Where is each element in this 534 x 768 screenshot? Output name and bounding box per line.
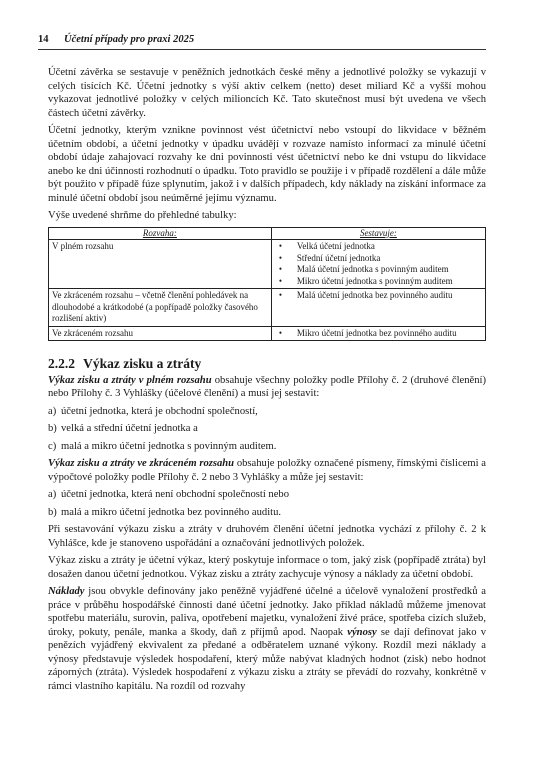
paragraph: Při sestavování výkazu zisku a ztráty v druhovém členění účetní jednotka vychází z přílohy č. 2 k Vyhlášce, kde je stanoveno uspořádání a označování jednotlivých položek. [48, 524, 486, 549]
bullet-list [275, 290, 482, 302]
table-row [49, 240, 486, 289]
list-item: • Velká účetní jednotka [297, 241, 482, 253]
table-row [49, 289, 486, 327]
table-cell: Ve zkráceném rozsahu – včetně členění pohledávek na dlouhodobé a krátkodobé (a popřípadě položky časového rozlišení aktiv) [49, 289, 272, 327]
list-item [48, 440, 486, 454]
list-item [48, 488, 486, 502]
table-cell: V plném rozsahu [49, 240, 272, 289]
list-item: • Malá účetní jednotka bez povinného auditu [297, 290, 482, 302]
section-number: 2.2.2 [48, 356, 75, 371]
list-item [48, 405, 486, 419]
paragraph [48, 457, 486, 484]
emphasis-term: výnosy [347, 626, 377, 638]
list-item: • Malá účetní jednotka s povinným auditem [297, 264, 482, 276]
list-marker: a) [48, 405, 57, 417]
running-header [38, 34, 486, 48]
paragraph: Výše uvedené shrňme do přehledné tabulky: [48, 210, 237, 221]
emphasis-term: Výkaz zisku a ztráty ve zkráceném rozsahu [48, 458, 235, 469]
list-item: • Střední účetní jednotka [297, 253, 482, 265]
list-text: velká a střední účetní jednotka a [61, 423, 198, 434]
paragraph [48, 585, 486, 693]
bullet-list [275, 241, 482, 287]
list-marker: c) [48, 440, 57, 452]
page-number: 14 [38, 34, 49, 45]
emphasis-term: Náklady [48, 586, 85, 597]
list-text: účetní jednotka, která je obchodní společností, [61, 405, 258, 417]
list-text: malá a mikro účetní jednotka bez povinného auditu. [61, 506, 282, 518]
paragraph [48, 374, 486, 401]
table-header-sestavuje: Sestavuje: [271, 227, 485, 240]
section-title: Výkaz zisku a ztráty [83, 356, 202, 371]
table-row [49, 326, 486, 341]
page-body [48, 66, 486, 697]
table-header-rozvaha: Rozvaha: [49, 227, 272, 240]
summary-table [48, 227, 486, 342]
running-title: Účetní případy pro praxi 2025 [64, 34, 195, 45]
list-item [48, 506, 486, 520]
emphasis-term: Výkaz zisku a ztráty v plném rozsahu [48, 374, 212, 386]
paragraph: Výkaz zisku a ztráty je účetní výkaz, který poskytuje informace o tom, jaký zisk (popřípadě ztráta) byl dosažen danou účetní jednotkou. Výkaz zisku a ztráty zachycuje výnosy a náklady za účetní období. [48, 555, 486, 580]
table-cell [271, 289, 485, 327]
paragraph-text: obsahuje položky označené písmeny, římskými číslicemi a výpočtové položky podle Přílohy č. 2 nebo 3 Vyhlášky a může jej sestavit: [48, 458, 486, 483]
list-text: účetní jednotka, která není obchodní společností nebo [61, 489, 289, 500]
list-marker: a) [48, 489, 57, 500]
paragraph: Účetní závěrka se sestavuje v peněžních jednotkách české měny a jednotlivé položky se vykazují v celých tisících Kč. Účetní jednotky s výší aktiv celkem (netto) deset miliard Kč a vyšší mohou vykazovat jednotlivé položky v celých milioncích Kč. Tato skutečnost musí být uvedena ve všech částech účetní závěrky. [48, 67, 486, 119]
table-header-row [49, 227, 486, 240]
table-cell [271, 326, 485, 341]
list-text: malá a mikro účetní jednotka s povinným auditem. [61, 440, 277, 452]
table-cell [271, 240, 485, 289]
bullet-list [275, 328, 482, 340]
section-heading [48, 357, 486, 371]
list-item [48, 422, 486, 436]
paragraph-text: jsou obvykle definovány jako peněžně vyjádřené účelné a účelově vynaložení prostředků a práce v průběhu hospodářské činnosti dané účetní jednotky. Jako příklad nákladů můžeme jmenovat spotřebu materiálu, surovin, paliva, opotřebení majetku, vynaložení živé práce, spotřeba cizích služeb, úroky, pokuty, penále, manka a škody, daň z příjmů apod. Naopak [48, 586, 486, 638]
list-marker: b) [48, 423, 57, 434]
header-rule [38, 49, 486, 50]
table-cell: Ve zkráceném rozsahu [49, 326, 272, 341]
paragraph-text: se dají definovat jako v penězích vyjádřený ekvivalent za předané a odběratelem uznané výkony. Rozdíl mezi náklady a výnosy představuje výsledek hospodaření, který může nabývat kladných hodnot (zisk) nebo hodnot záporných (ztráta). Výsledek hospodaření z výkazu zisku a ztráty se převádí do rozvahy, konkrétně v rámci vlastního kapitálu. Na rozdíl od rozvahy [48, 626, 486, 692]
list-item: • Mikro účetní jednotka s povinným auditem [297, 276, 482, 288]
paragraph-text: obsahuje všechny položky podle Přílohy č. 2 (druhové členění) nebo Přílohy č. 3 Vyhlášky (účelové členění) a musí jej sestavit: [48, 374, 486, 399]
list-marker: b) [48, 506, 57, 518]
list-item: • Mikro účetní jednotka bez povinného auditu [297, 328, 482, 340]
paragraph: Účetní jednotky, kterým vznikne povinnost vést účetnictví nebo vstoupí do likvidace v běžném účetním období, a účetní jednotky v úpadku uvádějí v rozvaze namísto informací za minulé účetní období údaje zahajovací rozvahy ke dni povinnosti vést účetnictví nebo ke dni vstupu do likvidace anebo ke dni účinnosti rozhodnutí o úpadku. Toto pravidlo se použije i v případě rozdělení a dále může být použito v případě fúze splynutím, jakož i v dalších případech, kdy náklady na získání informace za minulé účetní období jsou neúměrné jejímu významu. [48, 125, 486, 204]
